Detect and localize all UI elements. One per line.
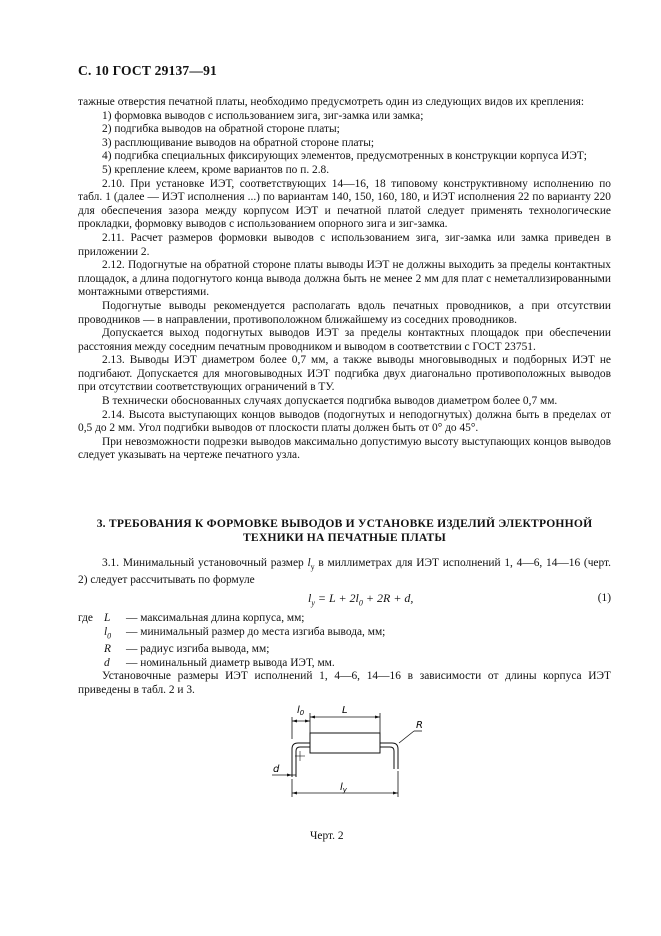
figure-caption: Черт. 2 <box>310 830 344 842</box>
where-item: $l_0$ — минимальный размер до места изгиба вывода, мм; <box>104 626 386 641</box>
label-R: R <box>416 720 423 731</box>
body-text-top <box>78 96 611 463</box>
paragraph-3-1: 3.1. Минимальный установочный размер $l_y$ в миллиметрах для ИЭТ исполнений 1, 4—6, 14—16 (черт. 2) следует рассчитывать по формуле <box>78 557 611 586</box>
paragraph-2-14: 2.14. Высота выступающих концов выводов (подогнутых и неподогнутых) должна быть в пределах от 0,5 до 2 мм. Угол подгибки выводов от плоскости платы должен быть от 0° до 45°. <box>78 408 611 435</box>
section-3-body <box>78 557 611 697</box>
formula: $l_y = L + 2l_0 + 2R + d$, <box>308 591 414 608</box>
paragraph-2-11: 2.11. Расчет размеров формовки выводов с использованием зига, зиг-замка или замка приведен в приложении 2. <box>78 231 611 258</box>
section-3-title <box>78 517 611 545</box>
lead-forming-drawing <box>262 705 432 805</box>
label-ly: $l_y$ <box>340 782 347 794</box>
label-l0: $l_0$ <box>297 705 305 717</box>
paragraph-impossible: При невозможности подрезки выводов максимально допустимую высоту выступающих концов выводов следует указывать на чертеже печатного узла. <box>78 435 611 462</box>
label-L: L <box>342 705 348 716</box>
list-item: 1) формовка выводов с использованием зига, зиг-замка или замка; <box>102 109 424 122</box>
paragraph-2-13: 2.13. Выводы ИЭТ диаметром более 0,7 мм, а также выводы многовыводных и подборных ИЭТ не подгибают. Допускается для многовыводных ИЭТ подгибка двух диагонально противоположных выводов при отсутствии соответствующих ограничений в ТУ. <box>78 354 611 394</box>
section-title-line: 3. ТРЕБОВАНИЯ К ФОРМОВКЕ ВЫВОДОВ И УСТАНОВКЕ ИЗДЕЛИЙ ЭЛЕКТРОННОЙ <box>96 517 593 530</box>
paragraph-2-12: 2.12. Подогнутые на обратной стороне платы выводы ИЭТ не должны выходить за пределы контактных площадок, а длина подогнутого конца вывода должна быть не менее 2 мм для плат с неметаллизированными монтажными отверстиями. <box>78 259 611 299</box>
where-list <box>78 612 611 670</box>
paragraph-technical: В технически обоснованных случаях допускается подгибка выводов диаметром более 0,7 мм. <box>102 395 558 408</box>
list-item: 5) крепление клеем, кроме вариантов по п. 2.8. <box>102 163 330 176</box>
formula-number: (1) <box>597 592 611 605</box>
label-d: d <box>273 764 280 775</box>
paragraph-recommend: Подогнутые выводы рекомендуется располагать вдоль печатных проводников, а при отсутствии проводников — в направлении, противоположном ближайшему из соседних проводников. <box>78 299 611 326</box>
formula-row <box>78 590 611 612</box>
left-lead <box>292 743 310 777</box>
paragraph-allowed: Допускается выход подогнутых выводов ИЭТ за пределы контактных площадок при обеспечении расстояния между соседним печатным проводником и выводом в соответствии с ГОСТ 23751. <box>78 327 611 353</box>
where-item: d — номинальный диаметр вывода ИЭТ, мм. <box>104 656 335 669</box>
component-body <box>310 733 380 753</box>
list-item: 3) расплющивание выводов на обратной стороне платы; <box>102 136 375 149</box>
section-title-line: ТЕХНИКИ НА ПЕЧАТНЫЕ ПЛАТЫ <box>243 531 446 544</box>
paragraph-sizes: Установочные размеры ИЭТ исполнений 1, 4—6, 14—16 в зависимости от длины корпуса ИЭТ приведены в табл. 2 и 3. <box>78 670 611 696</box>
page-header: С. 10 ГОСТ 29137—91 <box>78 63 217 78</box>
paragraph-intro: тажные отверстия печатной платы, необходимо предусмотреть один из следующих видов их крепления: <box>78 96 585 108</box>
list-item: 4) подгибка специальных фиксирующих элементов, предусмотренных в конструкции корпуса ИЭТ; <box>102 150 587 163</box>
where-item: R — радиус изгиба вывода, мм; <box>104 642 270 655</box>
right-lead <box>380 743 398 769</box>
where-item: где L — максимальная длина корпуса, мм; <box>78 612 305 625</box>
paragraph-2-10: 2.10. При установке ИЭТ, соответствующих 14—16, 18 типовому конструктивному исполнению по табл. 1 (далее — ИЭТ исполнения ...) по вариантам 140, 150, 160, 180, и ИЭТ исполнения 22 по варианту 220 для обеспечения зазора между корпусом ИЭТ и печатной платой следует применять технологические прокладки, формовку выводов с использованием опорного зига и зиг-замка. <box>78 177 611 231</box>
list-item: 2) подгибка выводов на обратной стороне платы; <box>102 123 340 136</box>
